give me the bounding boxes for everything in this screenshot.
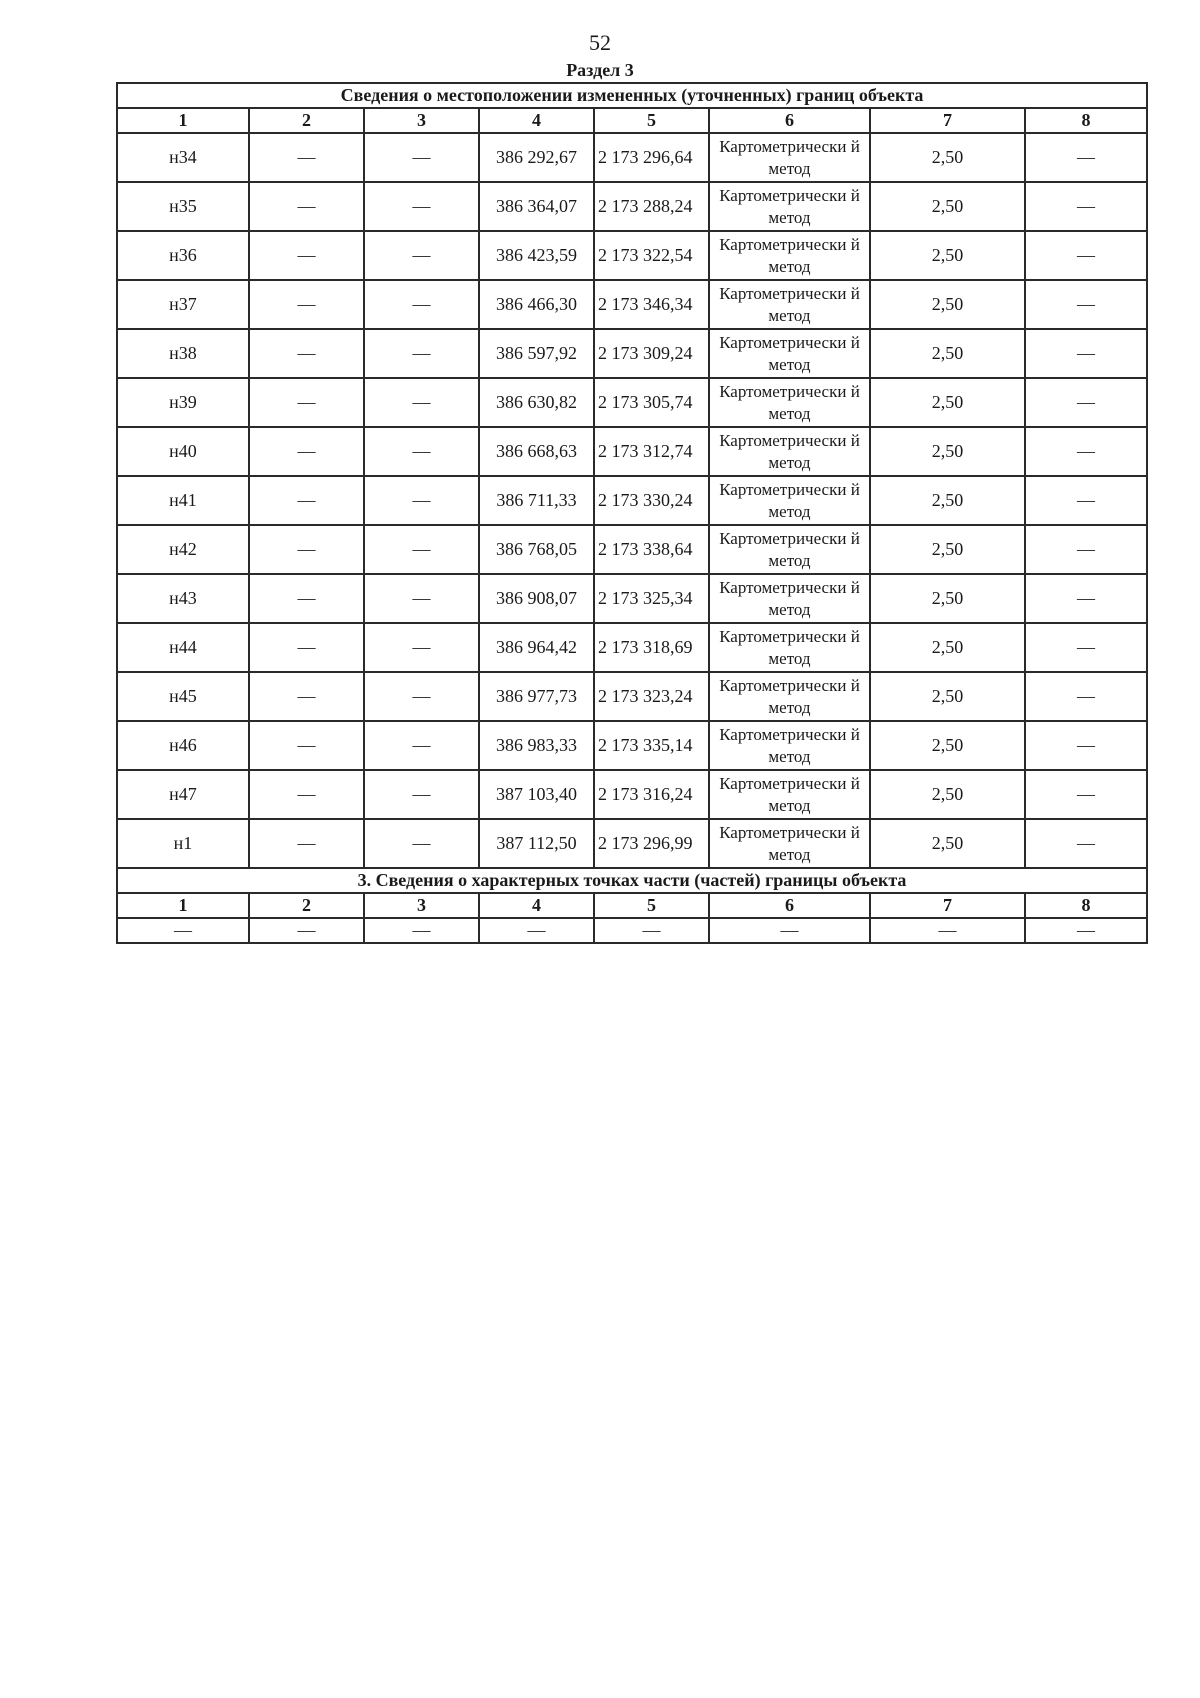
- column-number-6: 6: [709, 893, 870, 918]
- col3-cell: —: [364, 231, 479, 280]
- table-row: [117, 918, 1147, 943]
- col2-cell: —: [249, 770, 364, 819]
- col3-cell: —: [364, 329, 479, 378]
- col3-cell: —: [364, 525, 479, 574]
- x-coordinate-cell: 386 964,42: [479, 623, 594, 672]
- col2-cell: —: [249, 231, 364, 280]
- point-cell: н39: [117, 378, 249, 427]
- table-row: [117, 329, 1147, 378]
- method-cell: Картометрически й метод: [709, 623, 870, 672]
- accuracy-cell: 2,50: [870, 623, 1025, 672]
- accuracy-cell: 2,50: [870, 525, 1025, 574]
- y-coordinate-cell: 2 173 335,14: [594, 721, 709, 770]
- col2-cell: —: [249, 476, 364, 525]
- x-coordinate-cell: 386 597,92: [479, 329, 594, 378]
- col2-cell: —: [249, 427, 364, 476]
- col2-cell: —: [249, 378, 364, 427]
- table-row: [117, 672, 1147, 721]
- table-row: [117, 525, 1147, 574]
- method-cell: Картометрически й метод: [709, 378, 870, 427]
- col3-cell: —: [364, 672, 479, 721]
- y-coordinate-cell: 2 173 323,24: [594, 672, 709, 721]
- accuracy-cell: 2,50: [870, 770, 1025, 819]
- point-cell: н42: [117, 525, 249, 574]
- y-coordinate-cell: 2 173 322,54: [594, 231, 709, 280]
- accuracy-cell: 2,50: [870, 182, 1025, 231]
- accuracy-cell: 2,50: [870, 280, 1025, 329]
- column-number-3: 3: [364, 108, 479, 133]
- col8-cell: —: [1025, 770, 1147, 819]
- y-coordinate-cell: 2 173 330,24: [594, 476, 709, 525]
- column-number-8: 8: [1025, 108, 1147, 133]
- col3-cell: —: [364, 182, 479, 231]
- col2-cell: —: [249, 574, 364, 623]
- method-cell: Картометрически й метод: [709, 280, 870, 329]
- col2-cell: —: [249, 280, 364, 329]
- col8-cell: —: [1025, 721, 1147, 770]
- col8-cell: —: [1025, 182, 1147, 231]
- column-number-1: 1: [117, 893, 249, 918]
- table2-caption-row: [117, 868, 1147, 893]
- col3-cell: —: [364, 721, 479, 770]
- col3-cell: —: [364, 280, 479, 329]
- col3-cell: —: [364, 476, 479, 525]
- y-coordinate-cell: 2 173 318,69: [594, 623, 709, 672]
- point-cell: н45: [117, 672, 249, 721]
- accuracy-cell: 2,50: [870, 427, 1025, 476]
- table-row: [117, 133, 1147, 182]
- y-coordinate-cell: 2 173 296,64: [594, 133, 709, 182]
- table-row: [117, 378, 1147, 427]
- table-row: [117, 623, 1147, 672]
- col8-cell: —: [1025, 476, 1147, 525]
- table-row: [117, 231, 1147, 280]
- col8-cell: —: [1025, 133, 1147, 182]
- point-cell: н43: [117, 574, 249, 623]
- column-number-8: 8: [1025, 893, 1147, 918]
- table1-caption: Сведения о местоположении измененных (уточненных) границ объекта: [117, 83, 1147, 108]
- table-row: [117, 819, 1147, 868]
- y-coordinate-cell: 2 173 325,34: [594, 574, 709, 623]
- col2-cell: —: [249, 182, 364, 231]
- page-number: 52: [589, 30, 611, 55]
- accuracy-cell: 2,50: [870, 231, 1025, 280]
- col8-cell: —: [1025, 280, 1147, 329]
- table-row: [117, 721, 1147, 770]
- table1-column-numbers: [117, 108, 1147, 133]
- x-coordinate-cell: 386 711,33: [479, 476, 594, 525]
- accuracy-cell: 2,50: [870, 476, 1025, 525]
- table-row: [117, 280, 1147, 329]
- x-coordinate-cell: 386 768,05: [479, 525, 594, 574]
- col2-cell: —: [249, 623, 364, 672]
- x-coordinate-cell: 386 668,63: [479, 427, 594, 476]
- column-number-1: 1: [117, 108, 249, 133]
- col8-cell: —: [1025, 427, 1147, 476]
- col8-cell: —: [1025, 672, 1147, 721]
- table-row: [117, 574, 1147, 623]
- col3-cell: —: [364, 623, 479, 672]
- col3-cell: —: [364, 770, 479, 819]
- col2-cell: —: [249, 133, 364, 182]
- column-number-5: 5: [594, 893, 709, 918]
- column-number-5: 5: [594, 108, 709, 133]
- point-cell: н38: [117, 329, 249, 378]
- empty-cell: —: [364, 918, 479, 943]
- y-coordinate-cell: 2 173 288,24: [594, 182, 709, 231]
- point-cell: н44: [117, 623, 249, 672]
- y-coordinate-cell: 2 173 305,74: [594, 378, 709, 427]
- column-number-2: 2: [249, 108, 364, 133]
- column-number-7: 7: [870, 108, 1025, 133]
- method-cell: Картометрически й метод: [709, 231, 870, 280]
- col8-cell: —: [1025, 574, 1147, 623]
- point-cell: н40: [117, 427, 249, 476]
- column-number-3: 3: [364, 893, 479, 918]
- point-cell: н35: [117, 182, 249, 231]
- y-coordinate-cell: 2 173 346,34: [594, 280, 709, 329]
- column-number-6: 6: [709, 108, 870, 133]
- table-row: [117, 770, 1147, 819]
- y-coordinate-cell: 2 173 296,99: [594, 819, 709, 868]
- table-row: [117, 427, 1147, 476]
- point-cell: н34: [117, 133, 249, 182]
- col2-cell: —: [249, 329, 364, 378]
- method-cell: Картометрически й метод: [709, 721, 870, 770]
- method-cell: Картометрически й метод: [709, 525, 870, 574]
- point-cell: н37: [117, 280, 249, 329]
- column-number-4: 4: [479, 108, 594, 133]
- col3-cell: —: [364, 427, 479, 476]
- section-title: Раздел 3: [566, 60, 634, 80]
- accuracy-cell: 2,50: [870, 672, 1025, 721]
- col8-cell: —: [1025, 623, 1147, 672]
- col8-cell: —: [1025, 525, 1147, 574]
- x-coordinate-cell: 387 103,40: [479, 770, 594, 819]
- column-number-2: 2: [249, 893, 364, 918]
- accuracy-cell: 2,50: [870, 819, 1025, 868]
- col8-cell: —: [1025, 378, 1147, 427]
- point-cell: н1: [117, 819, 249, 868]
- y-coordinate-cell: 2 173 338,64: [594, 525, 709, 574]
- x-coordinate-cell: 386 977,73: [479, 672, 594, 721]
- y-coordinate-cell: 2 173 312,74: [594, 427, 709, 476]
- col2-cell: —: [249, 819, 364, 868]
- empty-cell: —: [479, 918, 594, 943]
- col3-cell: —: [364, 819, 479, 868]
- col2-cell: —: [249, 672, 364, 721]
- y-coordinate-cell: 2 173 316,24: [594, 770, 709, 819]
- table-body: [117, 83, 1147, 943]
- x-coordinate-cell: 386 466,30: [479, 280, 594, 329]
- col3-cell: —: [364, 133, 479, 182]
- x-coordinate-cell: 386 292,67: [479, 133, 594, 182]
- col3-cell: —: [364, 378, 479, 427]
- col3-cell: —: [364, 574, 479, 623]
- column-number-4: 4: [479, 893, 594, 918]
- accuracy-cell: 2,50: [870, 329, 1025, 378]
- accuracy-cell: 2,50: [870, 721, 1025, 770]
- empty-cell: —: [249, 918, 364, 943]
- x-coordinate-cell: 386 983,33: [479, 721, 594, 770]
- x-coordinate-cell: 386 364,07: [479, 182, 594, 231]
- x-coordinate-cell: 386 423,59: [479, 231, 594, 280]
- col8-cell: —: [1025, 819, 1147, 868]
- method-cell: Картометрически й метод: [709, 819, 870, 868]
- method-cell: Картометрически й метод: [709, 133, 870, 182]
- method-cell: Картометрически й метод: [709, 476, 870, 525]
- empty-cell: —: [117, 918, 249, 943]
- table2-caption: 3. Сведения о характерных точках части (частей) границы объекта: [117, 868, 1147, 893]
- method-cell: Картометрически й метод: [709, 770, 870, 819]
- x-coordinate-cell: 387 112,50: [479, 819, 594, 868]
- empty-cell: —: [1025, 918, 1147, 943]
- empty-cell: —: [594, 918, 709, 943]
- table2-column-numbers: [117, 893, 1147, 918]
- table1-caption-row: [117, 83, 1147, 108]
- method-cell: Картометрически й метод: [709, 427, 870, 476]
- method-cell: Картометрически й метод: [709, 329, 870, 378]
- accuracy-cell: 2,50: [870, 574, 1025, 623]
- point-cell: н36: [117, 231, 249, 280]
- boundary-table: [116, 82, 1148, 944]
- x-coordinate-cell: 386 630,82: [479, 378, 594, 427]
- col8-cell: —: [1025, 329, 1147, 378]
- column-number-7: 7: [870, 893, 1025, 918]
- empty-cell: —: [709, 918, 870, 943]
- point-cell: н41: [117, 476, 249, 525]
- method-cell: Картометрически й метод: [709, 672, 870, 721]
- table-row: [117, 476, 1147, 525]
- point-cell: н46: [117, 721, 249, 770]
- table-row: [117, 182, 1147, 231]
- x-coordinate-cell: 386 908,07: [479, 574, 594, 623]
- empty-cell: —: [870, 918, 1025, 943]
- method-cell: Картометрически й метод: [709, 574, 870, 623]
- point-cell: н47: [117, 770, 249, 819]
- y-coordinate-cell: 2 173 309,24: [594, 329, 709, 378]
- col8-cell: —: [1025, 231, 1147, 280]
- method-cell: Картометрически й метод: [709, 182, 870, 231]
- accuracy-cell: 2,50: [870, 378, 1025, 427]
- col2-cell: —: [249, 525, 364, 574]
- col2-cell: —: [249, 721, 364, 770]
- accuracy-cell: 2,50: [870, 133, 1025, 182]
